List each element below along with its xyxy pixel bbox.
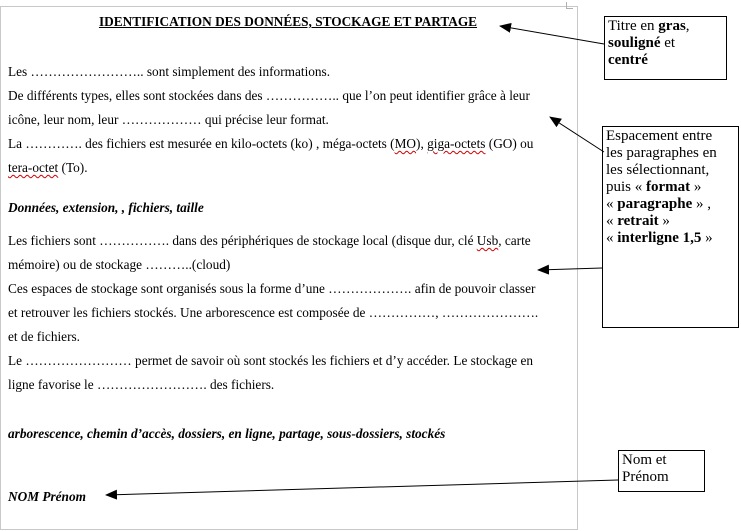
text-segment: Les fichiers sont ……………. dans des périphériques de stockage local (disque dur, clé (8, 233, 477, 248)
arrow-to-title (500, 26, 604, 44)
name-line: NOM Prénom (8, 489, 86, 504)
arrow-to-paragraph2 (538, 268, 602, 270)
paragraph2-line5: et de fichiers. (8, 329, 80, 344)
annotation-bold: format (646, 179, 691, 195)
spellcheck-word: Usb (476, 233, 499, 248)
arrow-to-name (106, 480, 618, 495)
annotation-text: Espacement entre (606, 128, 713, 144)
annotation-text: Prénom (622, 469, 669, 485)
paragraph2-line6: Le …………………… permet de savoir où sont stockés les fichiers et d’y accéder. Le stockage en (8, 353, 534, 368)
text-segment: ), (416, 136, 428, 151)
annotation-bold: gras (658, 18, 686, 34)
paragraph1-line1: Les …………………….. sont simplement des informations. (8, 64, 331, 79)
paragraph1-line3: icône, leur nom, leur ……………… qui précise leur format. (8, 112, 329, 127)
annotation-text: » , (692, 196, 711, 212)
annotation-text: « (606, 196, 618, 212)
paragraph2-line2: mémoire) ou de stockage ………..(cloud) (8, 257, 231, 272)
heading-keywords-1: Données, extension, , fichiers, taille (8, 200, 204, 215)
annotation-text: les sélectionnant, (606, 162, 710, 178)
text-segment: , carte (498, 233, 531, 248)
annotation-text: les paragraphes en (606, 145, 717, 161)
text-segment: (GO) ou (485, 136, 534, 151)
annotation-text: » (690, 179, 702, 195)
text-segment: (To). (58, 160, 88, 175)
annotation-text: » (701, 230, 713, 246)
annotation-text: puis « (606, 179, 647, 195)
annotation-text: » (658, 213, 670, 229)
annotation-bold: paragraphe (617, 196, 693, 212)
annotation-bold: interligne 1,5 (617, 230, 702, 246)
paragraph2-line3: Ces espaces de stockage sont organisés sous la forme d’une ………………. afin de pouvoir classer (8, 281, 536, 296)
heading-keywords-2: arborescence, chemin d’accès, dossiers, en ligne, partage, sous-dossiers, stockés (8, 426, 446, 441)
spellcheck-word: MO (394, 136, 417, 151)
arrow-to-paragraph1 (550, 117, 604, 152)
spellcheck-word: giga-octets (427, 136, 486, 151)
annotation-text: Nom et (622, 452, 667, 468)
annotation-text: Titre en (608, 18, 659, 34)
text-segment: La …………. des fichiers est mesurée en kilo-octets (ko) , méga-octets ( (8, 136, 395, 151)
paragraph2-line4: et retrouver les fichiers stockés. Une arborescence est composée de ……………, …………………. (8, 305, 539, 320)
paragraph2-line7: ligne favorise le ……………………. des fichiers. (8, 377, 275, 392)
annotation-bold: retrait (617, 213, 659, 229)
annotation-text: et (660, 35, 676, 51)
annotation-bold: centré (608, 52, 648, 68)
annotation-bold: souligné (608, 35, 661, 51)
annotation-text: , (685, 18, 690, 34)
spellcheck-word: tera-octet (8, 160, 59, 175)
document-title: IDENTIFICATION DES DONNÉES, STOCKAGE ET PARTAGE (98, 14, 478, 29)
annotation-text: « (606, 230, 618, 246)
annotation-text: « (606, 213, 618, 229)
paragraph1-line2: De différents types, elles sont stockées dans des …………….. que l’on peut identifier grâce à leur (8, 88, 530, 103)
